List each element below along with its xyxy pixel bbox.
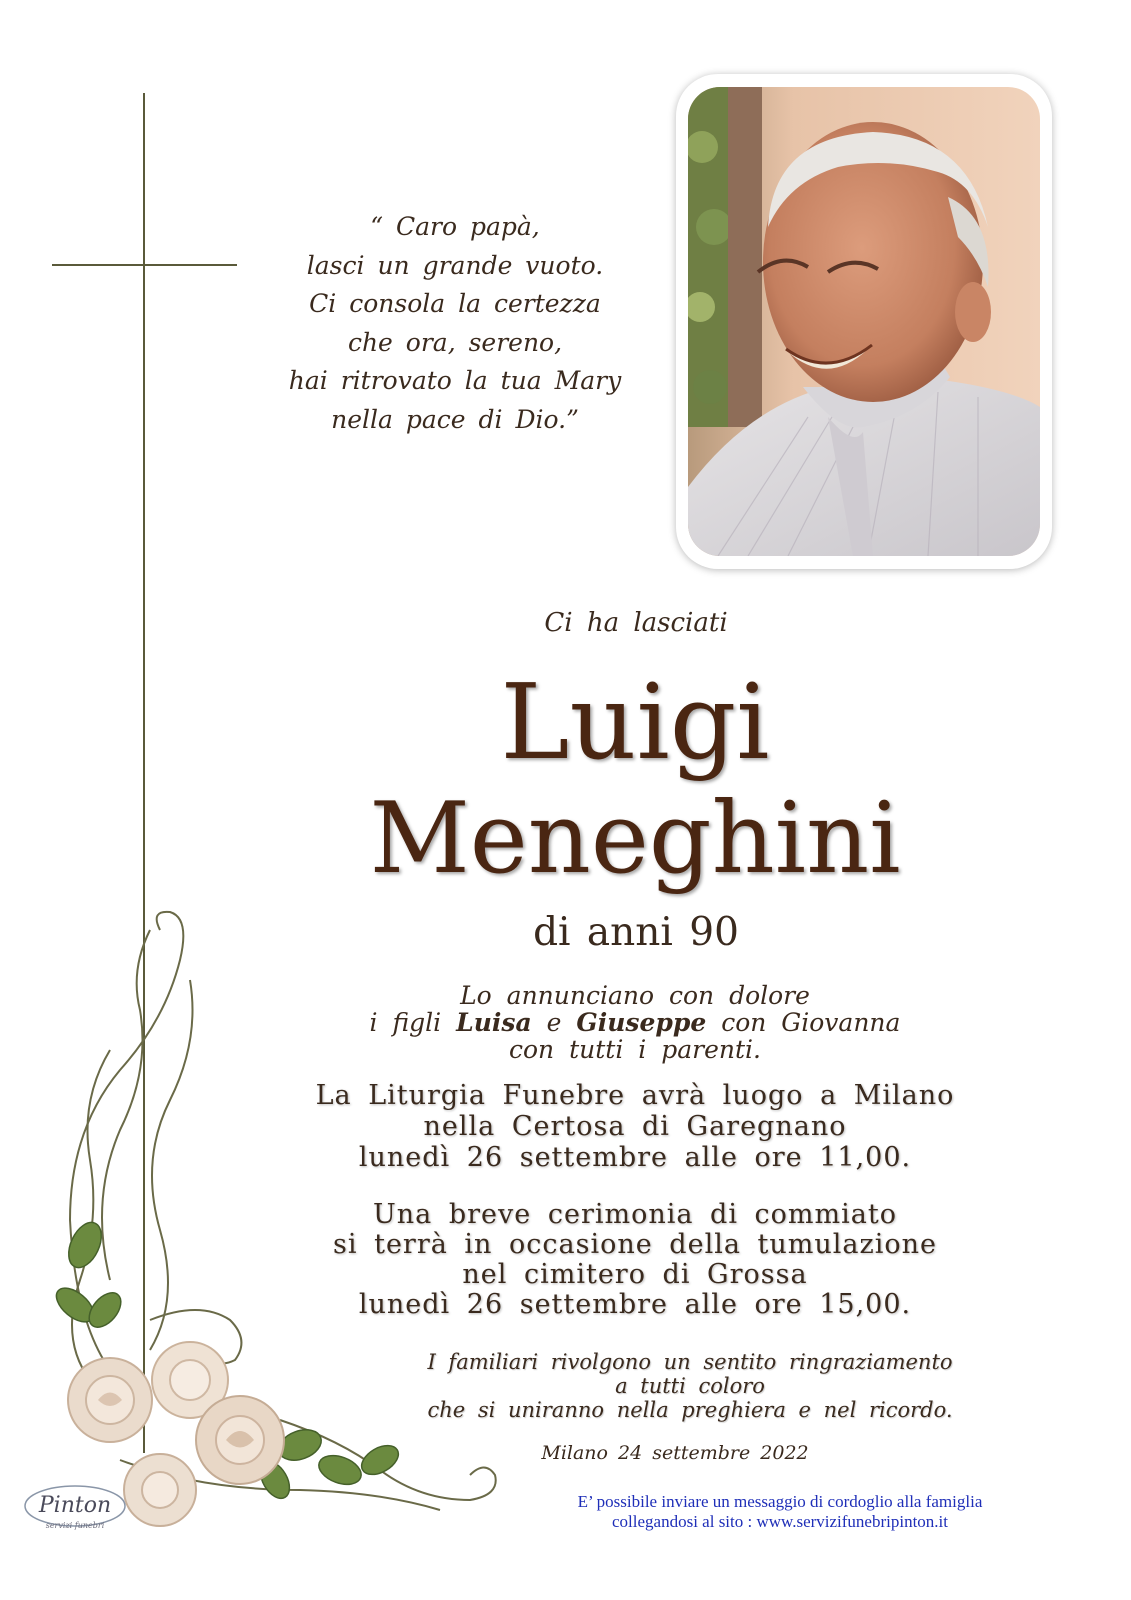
ceremony-line: lunedì 26 settembre alle ore 15,00. (358, 1289, 912, 1320)
portrait-photo-icon (688, 87, 1040, 556)
deceased-first-name: Luigi (500, 661, 770, 783)
funeral-home-logo (20, 1480, 130, 1538)
thanks-line: a tutti coloro (615, 1374, 765, 1398)
cross-horizontal-bar (52, 264, 237, 266)
liturgy-line: nella Certosa di Garegnano (423, 1111, 847, 1142)
ceremony-line: nel cimitero di Grossa (462, 1259, 808, 1290)
portrait-photo (688, 87, 1040, 556)
deceased-age: di anni 90 (533, 910, 739, 955)
dateline: Milano 24 settembre 2022 (541, 1442, 809, 1464)
quote-line: nella pace di Dio.” (331, 404, 579, 434)
quote-line: lasci un grande vuoto. (306, 250, 604, 280)
contact-line: E’ possibile inviare un messaggio di cordoglio alla famiglia (577, 1492, 983, 1511)
logo-tagline: servizi funebri (45, 1521, 105, 1530)
ceremony-line: Una breve cerimonia di commiato (373, 1199, 897, 1230)
ceremony-line: si terrà in occasione della tumulazione (333, 1229, 937, 1260)
family-line: con tutti i parenti. (509, 1035, 761, 1064)
logo-name: Pinton (38, 1493, 112, 1518)
liturgy-line: lunedì 26 settembre alle ore 11,00. (358, 1142, 912, 1173)
child-name: Giuseppe (576, 1008, 707, 1037)
child-name: Luisa (456, 1008, 532, 1037)
deceased-last-name: Meneghini (369, 782, 901, 896)
family-text: con Giovanna (721, 1008, 901, 1037)
family-line: Lo annunciano con dolore (460, 981, 810, 1010)
announcement-text: Ci ha lasciati (544, 608, 728, 638)
memorial-quote (270, 208, 640, 439)
family-text: e (546, 1008, 562, 1037)
liturgy-line: La Liturgia Funebre avrà luogo a Milano (315, 1080, 955, 1111)
quote-line: “ Caro papà, (370, 212, 540, 241)
thanks-line: I familiari rivolgono un sentito ringraziamento (427, 1350, 953, 1374)
quote-line: che ora, sereno, (347, 327, 563, 357)
thanks-line: che si uniranno nella preghiera e nel ricordo. (427, 1398, 953, 1422)
family-text: i figli (369, 1008, 442, 1037)
quote-line: hai ritrovato la tua Mary (288, 366, 622, 395)
condolence-contact (470, 1492, 1090, 1532)
contact-website-link[interactable]: collegandosi al sito : www.servizifunebripinton.it (612, 1512, 948, 1531)
quote-line: Ci consola la certezza (309, 289, 601, 318)
